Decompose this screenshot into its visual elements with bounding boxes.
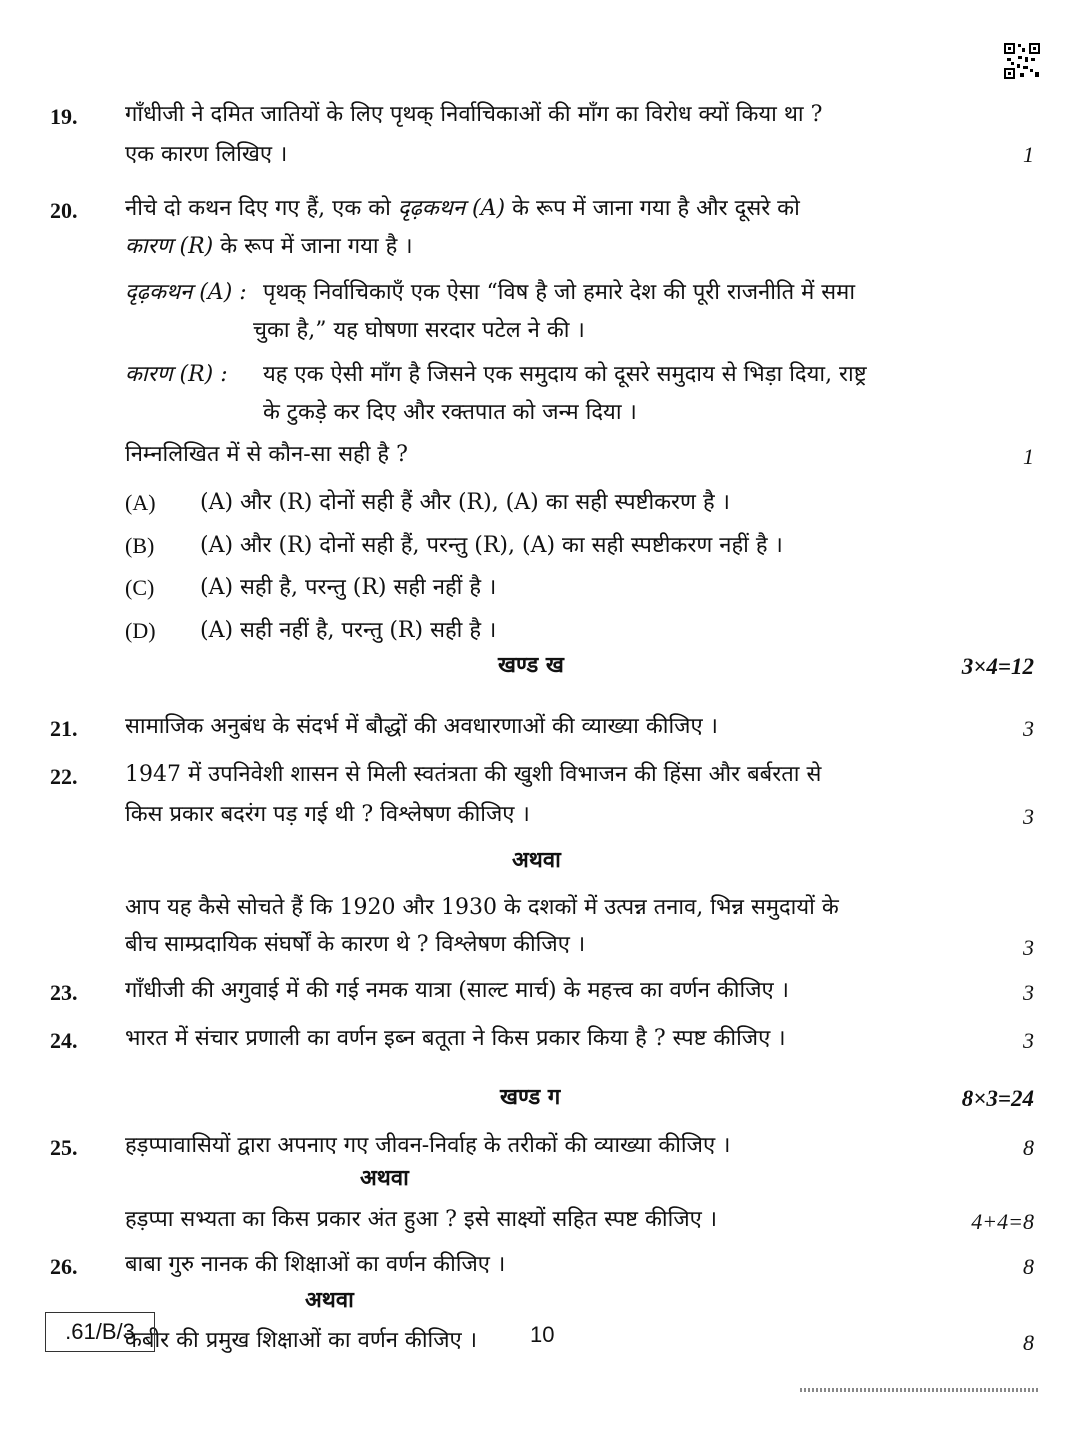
- q19-text-line2: एक कारण लिखिए ।: [125, 142, 288, 167]
- q20-option-c-text: (A) सही है, परन्तु (R) सही नहीं है ।: [200, 575, 497, 600]
- q20-assertion-line2: चुका है,” यह घोषणा सरदार पटेल ने की ।: [253, 318, 585, 343]
- q25-alt-text: हड़प्पा सभ्यता का किस प्रकार अंत हुआ ? इसे साक्ष्यों सहित स्पष्ट कीजिए ।: [125, 1207, 718, 1232]
- q25-text: हड़प्पावासियों द्वारा अपनाए गए जीवन-निर्वाह के तरीकों की व्याख्या कीजिए ।: [125, 1133, 731, 1158]
- q22-number: 22.: [50, 764, 78, 789]
- q20-assertion-line1: पृथक् निर्वाचिकाएँ एक ऐसा “विष है जो हमारे देश की पूरी राजनीति में समा: [263, 280, 856, 305]
- q26-alt-marks: 8: [1023, 1330, 1034, 1355]
- q21-number: 21.: [50, 716, 78, 741]
- q20-intro-line1: नीचे दो कथन दिए गए हैं, एक को दृढ़कथन (A) के रूप में जाना गया है और दूसरे को: [125, 196, 800, 221]
- q20-number: 20.: [50, 198, 78, 223]
- q19-text-line1: गाँधीजी ने दमित जातियों के लिए पृथक् निर्वाचिकाओं की माँग का विरोध क्यों किया था ?: [125, 102, 823, 127]
- q22-text-line2: किस प्रकार बदरंग पड़ गई थी ? विश्लेषण कीजिए ।: [125, 802, 530, 827]
- q21-marks: 3: [1023, 716, 1034, 741]
- q24-marks: 3: [1023, 1028, 1034, 1053]
- q20-question: निम्नलिखित में से कौन-सा सही है ?: [125, 442, 408, 467]
- q20-marks: 1: [1023, 444, 1034, 469]
- q22-marks: 3: [1023, 804, 1034, 829]
- q26-or-label: अथवा: [305, 1287, 354, 1313]
- q23-marks: 3: [1023, 980, 1034, 1005]
- q20-intro-line2: कारण (R) के रूप में जाना गया है ।: [125, 234, 413, 259]
- q26-alt-text: कबीर की प्रमुख शिक्षाओं का वर्णन कीजिए ।: [125, 1328, 478, 1353]
- section-b-title: खण्ड ख: [498, 652, 564, 678]
- q26-text: बाबा गुरु नानक की शिक्षाओं का वर्णन कीजिए ।: [125, 1252, 506, 1277]
- q19-marks: 1: [1023, 142, 1034, 167]
- q20-option-d-label: (D): [125, 618, 156, 643]
- q19-number: 19.: [50, 104, 78, 129]
- q20-option-c-label: (C): [125, 575, 155, 600]
- q25-alt-marks: 4+4=8: [971, 1209, 1034, 1234]
- q24-text: भारत में संचार प्रणाली का वर्णन इब्न बतूता ने किस प्रकार किया है ? स्पष्ट कीजिए ।: [125, 1026, 786, 1051]
- page-number: 10: [530, 1322, 555, 1347]
- paper-code: .61/B/3: [65, 1319, 135, 1344]
- paper-code-box: [45, 1312, 155, 1352]
- q25-or-label: अथवा: [360, 1165, 409, 1191]
- q20-assertion-label: दृढ़कथन (A) :: [125, 280, 247, 305]
- q26-number: 26.: [50, 1254, 78, 1279]
- q22-alt-line1: आप यह कैसे सोचते हैं कि 1920 और 1930 के दशकों में उत्पन्न तनाव, भिन्न समुदायों के: [125, 895, 839, 920]
- section-c-marks: 8×3=24: [961, 1086, 1034, 1111]
- q20-reason-line1: यह एक ऐसी माँग है जिसने एक समुदाय को दूसरे समुदाय से भिड़ा दिया, राष्ट्र: [263, 362, 867, 387]
- q20-reason-line2: के टुकड़े कर दिए और रक्तपात को जन्म दिया ।: [263, 400, 637, 425]
- q20-option-b-text: (A) और (R) दोनों सही हैं, परन्तु (R), (A) का सही स्पष्टीकरण नहीं है ।: [200, 533, 783, 558]
- q25-marks: 8: [1023, 1135, 1034, 1160]
- q20-option-d-text: (A) सही नहीं है, परन्तु (R) सही है ।: [200, 618, 497, 643]
- q20-option-a-text: (A) और (R) दोनों सही हैं और (R), (A) का सही स्पष्टीकरण है ।: [200, 490, 730, 515]
- q20-reason-label: कारण (R) :: [125, 362, 228, 387]
- q22-text-line1: 1947 में उपनिवेशी शासन से मिली स्वतंत्रता की खुशी विभाजन की हिंसा और बर्बरता से: [125, 762, 822, 787]
- q22-or-label: अथवा: [512, 847, 561, 873]
- q20-option-a-label: (A): [125, 490, 156, 515]
- qr-code-icon: [1003, 42, 1041, 80]
- q24-number: 24.: [50, 1028, 78, 1053]
- q22-alt-marks: 3: [1023, 935, 1034, 960]
- q20-option-b-label: (B): [125, 533, 155, 558]
- microtext-divider: [800, 1388, 1040, 1392]
- section-b-marks: 3×4=12: [961, 654, 1034, 679]
- q22-alt-line2: बीच साम्प्रदायिक संघर्षों के कारण थे ? विश्लेषण कीजिए ।: [125, 932, 586, 957]
- section-c-title: खण्ड ग: [500, 1084, 561, 1110]
- q26-marks: 8: [1023, 1254, 1034, 1279]
- q23-number: 23.: [50, 980, 78, 1005]
- q25-number: 25.: [50, 1135, 78, 1160]
- q23-text: गाँधीजी की अगुवाई में की गई नमक यात्रा (साल्ट मार्च) के महत्त्व का वर्णन कीजिए ।: [125, 978, 790, 1003]
- q21-text: सामाजिक अनुबंध के संदर्भ में बौद्धों की अवधारणाओं की व्याख्या कीजिए ।: [125, 714, 718, 739]
